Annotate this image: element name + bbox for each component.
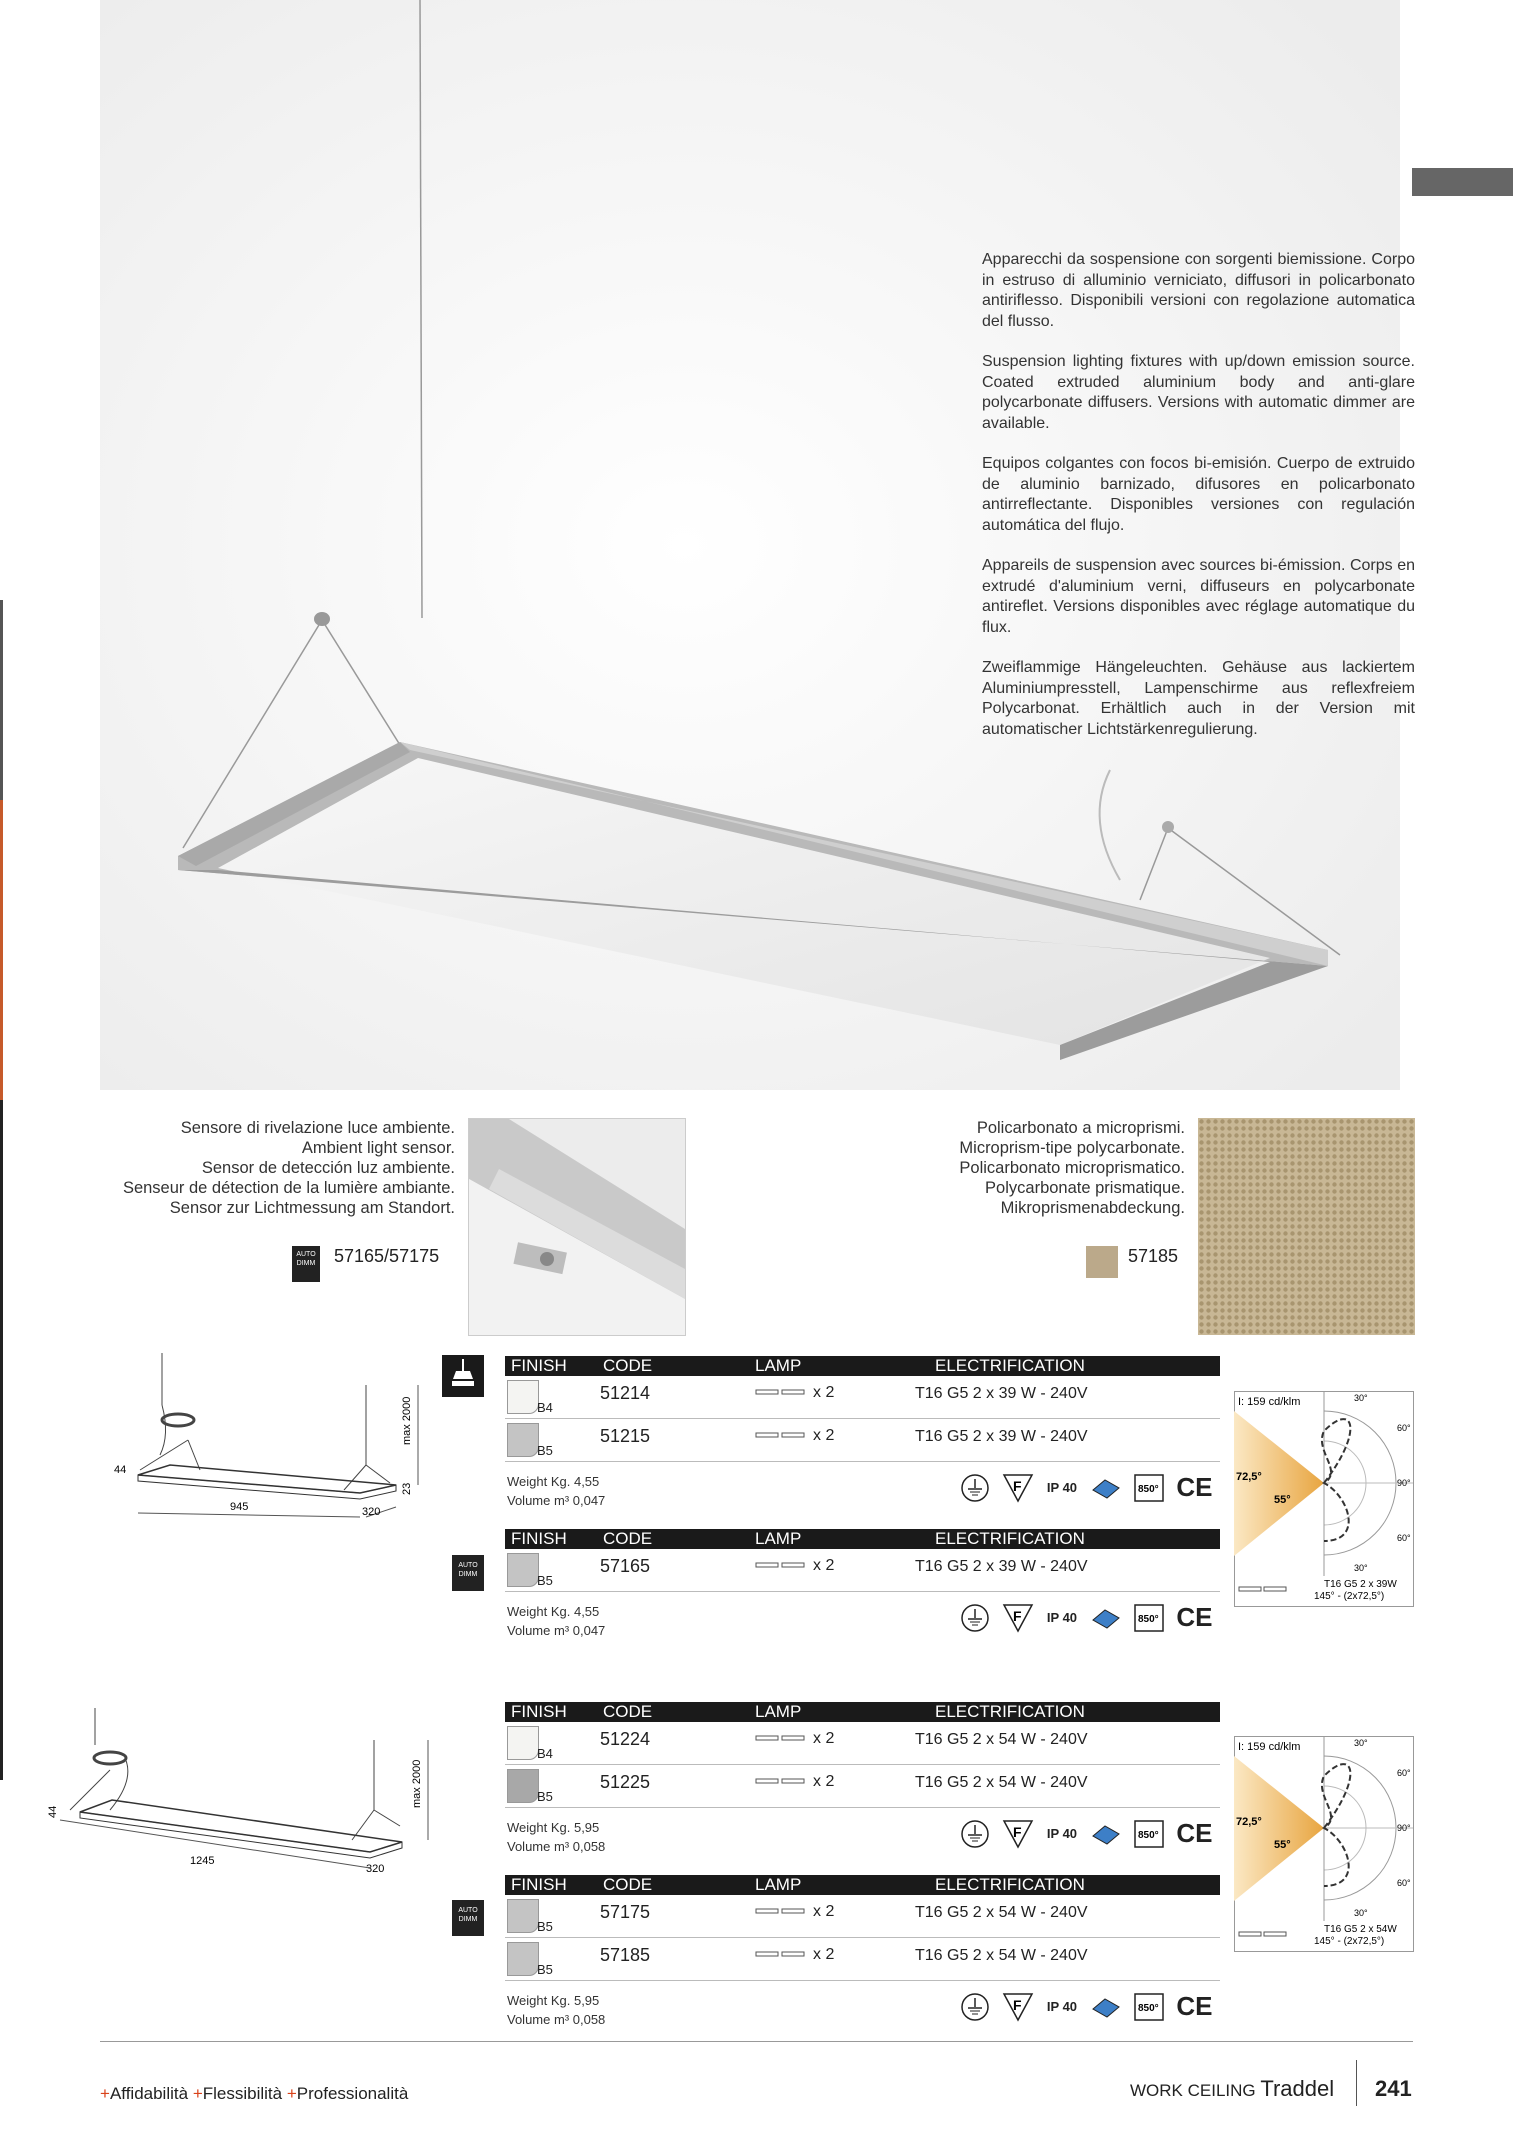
svg-text:30°: 30°: [1354, 1908, 1368, 1918]
earth-ground-icon: [960, 1473, 990, 1503]
width-label: 1245: [190, 1855, 215, 1867]
prism-code: 57185: [1128, 1246, 1179, 1266]
edge-mark: [0, 1100, 3, 1780]
lamp-tube-icon: [755, 1951, 805, 1957]
product-hero-image: [100, 0, 1400, 1090]
table-row: B5 57175 x 2 T16 G5 2 x 54 W - 240V: [505, 1895, 1220, 1938]
description-it: Apparecchi da sospensione con sorgenti biemissione. Corpo in estruso di alluminio verniciato, diffusori in policarbonato antiriflesso. Disponibili versioni con regolazione automatica del flusso.: [982, 251, 1415, 330]
table-header: FINISH CODE LAMP ELECTRIFICATION: [505, 1356, 1220, 1376]
svg-text:850°: 850°: [1137, 1613, 1159, 1625]
ce-mark: CE: [1176, 1818, 1213, 1848]
drawing-large: [40, 1700, 440, 1880]
f-mark-icon: [1002, 1473, 1034, 1503]
energy-icon: [1091, 1476, 1121, 1500]
earth-ground-icon: [960, 1819, 990, 1849]
svg-text:850°: 850°: [1137, 1829, 1159, 1841]
spec-table-1: [505, 1356, 1220, 1518]
finish-swatch: [507, 1726, 539, 1760]
ce-mark: CE: [1176, 1602, 1213, 1632]
width-label: 945: [230, 1501, 249, 1513]
glow-wire-icon: [1134, 1820, 1164, 1848]
finish-swatch: [507, 1769, 539, 1803]
earth-ground-icon: [960, 1992, 990, 2022]
description-es: Equipos colgantes con focos bi-emisión. Cuerpo de extruido de aluminio barnizado, difusores en policarbonato antirreflectante. Disponibles versiones con regulación automática del flujo.: [982, 455, 1415, 534]
svg-text:55°: 55°: [1274, 1839, 1291, 1851]
spec-table-2: [505, 1529, 1220, 1648]
depth-label: 320: [362, 1506, 381, 1518]
finish-swatch: [507, 1942, 539, 1976]
finish-swatch: [507, 1423, 539, 1457]
drawing-small: [100, 1345, 440, 1525]
footer-tagline: +Affidabilità +Flessibilità +Professionalità: [100, 2084, 409, 2103]
glow-wire-icon: [1134, 1474, 1164, 1502]
energy-icon: [1091, 1822, 1121, 1846]
description-fr: Appareils de suspension avec sources bi-émission. Corps en extrudé d'aluminium verni, diffuseurs en polycarbonate antireflet. Versions disponibles avec réglage automatique du flux.: [982, 557, 1415, 636]
lamp-tube-icon: [755, 1778, 805, 1784]
energy-icon: [1091, 1606, 1121, 1630]
ce-mark: CE: [1176, 1991, 1213, 2021]
svg-text:850°: 850°: [1137, 2002, 1159, 2014]
table-header: FINISH CODE LAMP ELECTRIFICATION: [505, 1875, 1220, 1895]
svg-text:145° - (2x72,5°): 145° - (2x72,5°): [1314, 1591, 1385, 1602]
f-mark-icon: [1002, 1819, 1034, 1849]
description-en: Suspension lighting fixtures with up/down emission source. Coated extruded aluminium body and anti-glare polycarbonate diffusers. Versions with automatic dimmer are available.: [982, 353, 1415, 432]
depth-label: 320: [366, 1863, 385, 1875]
glow-wire-icon: [1134, 1993, 1164, 2021]
svg-text:90°: 90°: [1397, 1823, 1411, 1833]
earth-ground-icon: [960, 1603, 990, 1633]
table-footer: Weight Kg. 4,55 Volume m³ 0,047 F IP 40 850° CE: [507, 1472, 1213, 1508]
svg-text:T16 G5 2 x 39W: T16 G5 2 x 39W: [1324, 1579, 1397, 1590]
svg-text:30°: 30°: [1354, 1393, 1368, 1403]
table-row: B5 51225 x 2 T16 G5 2 x 54 W - 240V: [505, 1765, 1220, 1808]
polar-diagram-1: [1234, 1391, 1414, 1607]
table-footer: Weight Kg. 5,95 Volume m³ 0,058 F IP 40 850° CE: [507, 1818, 1213, 1854]
table-footer: Weight Kg. 4,55 Volume m³ 0,047 F IP 40 850° CE: [507, 1602, 1213, 1638]
cert-icons: F IP 40 850° CE: [960, 1472, 1213, 1502]
lamp-tube-icon: [755, 1432, 805, 1438]
svg-text:T16 G5 2 x 54W: T16 G5 2 x 54W: [1324, 1924, 1397, 1935]
svg-text:60°: 60°: [1397, 1423, 1411, 1433]
svg-text:90°: 90°: [1397, 1478, 1411, 1488]
svg-text:F: F: [1013, 1996, 1023, 2013]
drop-label: max 2000: [411, 1759, 423, 1808]
spec-table-3: [505, 1702, 1220, 1864]
svg-text:55°: 55°: [1274, 1494, 1291, 1506]
gap-label: 23: [401, 1482, 413, 1495]
ce-mark: CE: [1176, 1472, 1213, 1502]
page-number: 241: [1375, 2076, 1412, 2101]
table-row: B5 51215 x 2 T16 G5 2 x 39 W - 240V: [505, 1419, 1220, 1462]
table-footer: Weight Kg. 5,95 Volume m³ 0,058 F IP 40 850° CE: [507, 1991, 1213, 2027]
polar-diagram-2: [1234, 1736, 1414, 1952]
svg-text:F: F: [1013, 1477, 1023, 1494]
drop-label: max 2000: [401, 1396, 413, 1445]
sensor-caption: Sensore di rivelazione luce ambiente. Ambient light sensor. Sensor de detección luz ambiente. Senseur de détection de la lumière ambiante. Sensor zur Lichtmessung am Standort.: [122, 1119, 455, 1217]
f-mark-icon: [1002, 1603, 1034, 1633]
lamp-tube-icon: [755, 1735, 805, 1741]
lamp-tube-icon: [755, 1562, 805, 1568]
auto-dimm-icon: AUTO DIMM: [452, 1900, 484, 1936]
sensor-code: 57165/57175: [334, 1246, 440, 1266]
finish-swatch: [507, 1380, 539, 1414]
lamp-tube-icon: [755, 1389, 805, 1395]
svg-text:60°: 60°: [1397, 1878, 1411, 1888]
cert-icons: F IP 40 850° CE: [960, 1991, 1213, 2021]
energy-icon: [1091, 1995, 1121, 2019]
table-header: FINISH CODE LAMP ELECTRIFICATION: [505, 1702, 1220, 1722]
f-mark-icon: [1002, 1992, 1034, 2022]
footer-section: WORK CEILING Traddel: [1130, 2076, 1335, 2101]
svg-text:850°: 850°: [1137, 1483, 1159, 1495]
title-bar: [1412, 168, 1513, 196]
prism-texture-image: [1198, 1118, 1415, 1335]
prism-caption: Policarbonato a microprismi. Microprism-tipe polycarbonate. Policarbonato microprismatico. Polycarbonate prismatique. Mikroprismenabdeckung.: [959, 1119, 1185, 1217]
description-de: Zweiflammige Hängeleuchten. Gehäuse aus lackiertem Aluminiumpresstell, Lampenschirme aus reflexfreiem Polycarbonat. Erhältlich auch in der Version mit automatischer Lichtstärkenregulierung.: [982, 659, 1415, 738]
edge-mark: [0, 800, 3, 1100]
suspension-mount-icon: [442, 1355, 484, 1397]
svg-text:60°: 60°: [1397, 1533, 1411, 1543]
svg-text:60°: 60°: [1397, 1768, 1411, 1778]
height-label: 44: [47, 1805, 59, 1818]
glow-wire-icon: [1134, 1604, 1164, 1632]
svg-text:145° - (2x72,5°): 145° - (2x72,5°): [1314, 1936, 1385, 1947]
spec-table-4: [505, 1875, 1220, 2037]
table-row: B4 51214 x 2 T16 G5 2 x 39 W - 240V: [505, 1376, 1220, 1419]
edge-mark: [0, 600, 3, 800]
cert-icons: F IP 40 850° CE: [960, 1818, 1213, 1848]
page-separator: [1356, 2060, 1357, 2106]
svg-text:72,5°: 72,5°: [1236, 1471, 1262, 1483]
footer-divider: [100, 2041, 1413, 2042]
svg-text:72,5°: 72,5°: [1236, 1816, 1262, 1828]
finish-swatch: [507, 1553, 539, 1587]
sensor-detail-image: [468, 1118, 686, 1336]
table-header: FINISH CODE LAMP ELECTRIFICATION: [505, 1529, 1220, 1549]
svg-text:I: 159 cd/klm: I: 159 cd/klm: [1238, 1741, 1301, 1753]
svg-text:F: F: [1013, 1607, 1023, 1624]
prism-swatch: [1086, 1246, 1118, 1278]
table-row: B5 57185 x 2 T16 G5 2 x 54 W - 240V: [505, 1938, 1220, 1981]
svg-text:30°: 30°: [1354, 1563, 1368, 1573]
auto-dimm-icon: AUTO DIMM: [292, 1246, 320, 1282]
svg-text:F: F: [1013, 1823, 1023, 1840]
table-row: B5 57165 x 2 T16 G5 2 x 39 W - 240V: [505, 1549, 1220, 1592]
height-label: 44: [114, 1464, 127, 1476]
finish-swatch: [507, 1899, 539, 1933]
svg-text:30°: 30°: [1354, 1738, 1368, 1748]
cert-icons: F IP 40 850° CE: [960, 1602, 1213, 1632]
svg-text:I: 159 cd/klm: I: 159 cd/klm: [1238, 1396, 1301, 1408]
lamp-tube-icon: [755, 1908, 805, 1914]
table-row: B4 51224 x 2 T16 G5 2 x 54 W - 240V: [505, 1722, 1220, 1765]
auto-dimm-icon: AUTO DIMM: [452, 1555, 484, 1591]
